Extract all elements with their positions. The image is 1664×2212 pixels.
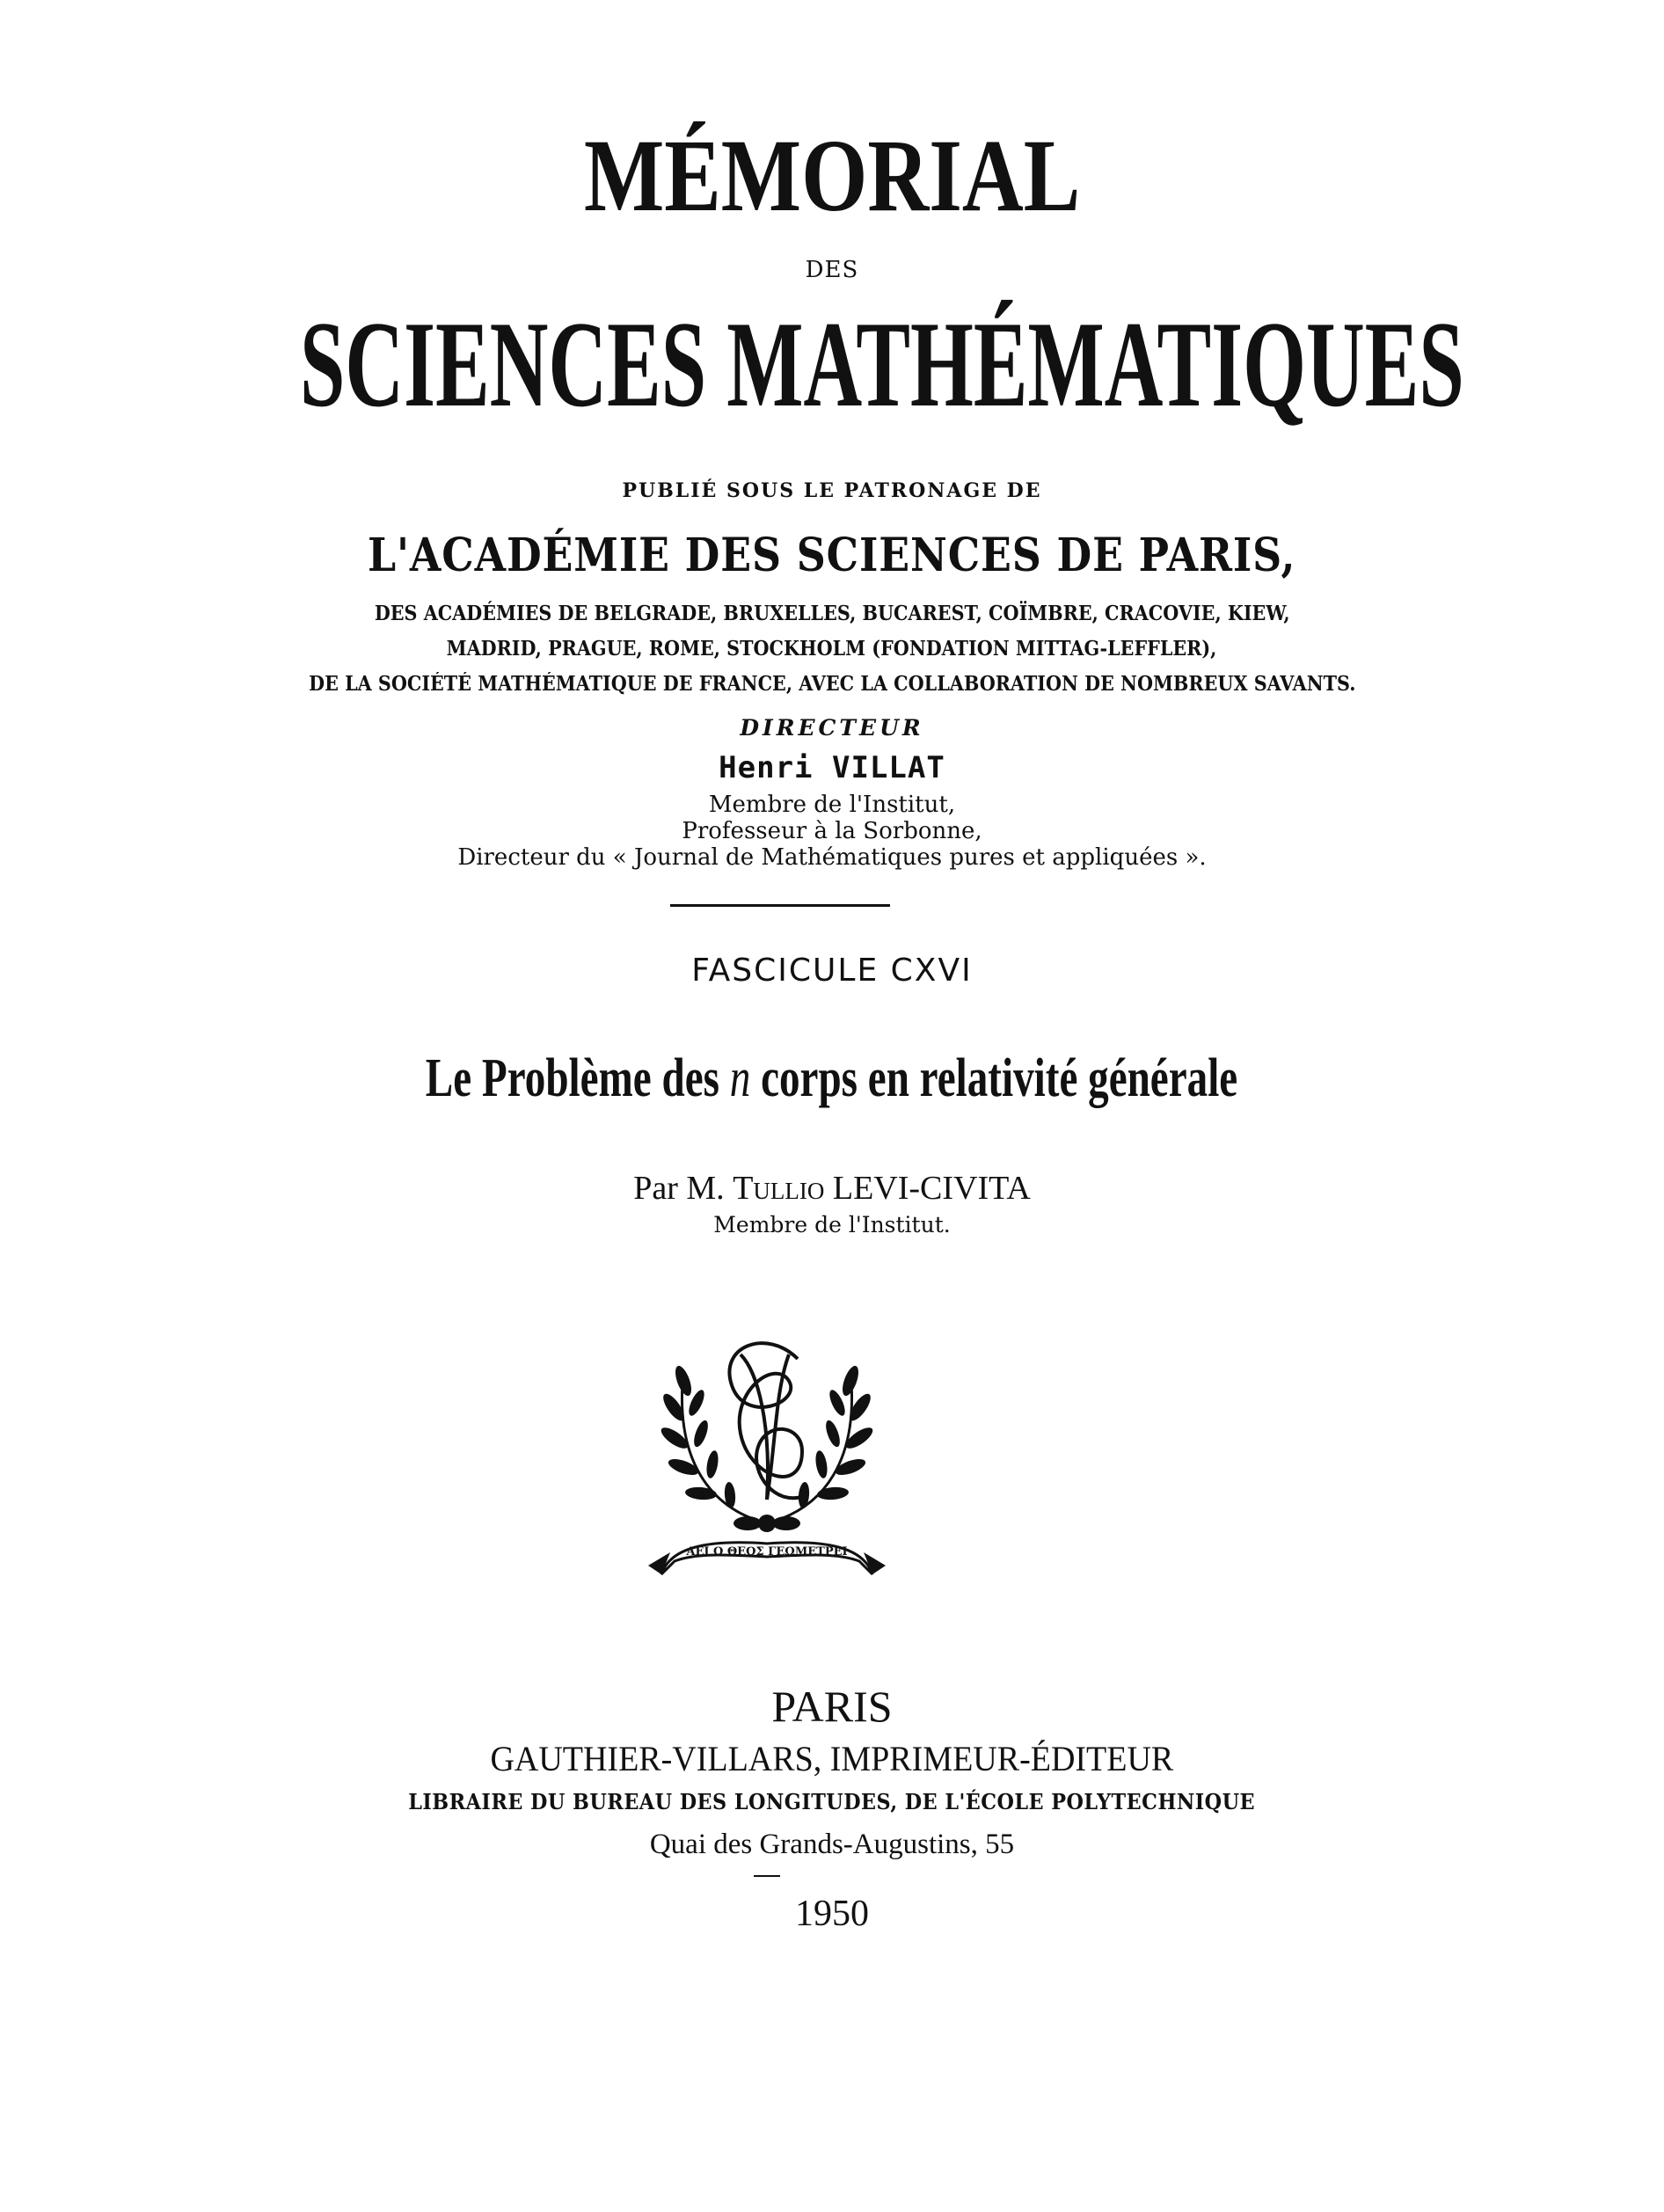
imprint-address: Quai des Grands-Augustins, 55 bbox=[649, 1829, 1015, 1860]
short-rule bbox=[754, 1875, 780, 1877]
series-title-connector: DES bbox=[805, 257, 859, 283]
series-title-memorial: MÉMORIAL bbox=[583, 118, 1081, 233]
author-line: Par M. Tullio LEVI-CIVITA bbox=[633, 1170, 1031, 1207]
main-institution: L'ACADÉMIE DES SCIENCES DE PARIS, bbox=[368, 529, 1296, 582]
work-title bbox=[0, 1045, 1664, 1112]
academies-line-3: DE LA SOCIÉTÉ MATHÉMATIQUE DE FRANCE, AVEC LA COLLABORATION DE NOMBREUX SAVANTS. bbox=[308, 672, 1356, 696]
director-name: Henri VILLAT bbox=[719, 750, 945, 785]
variable-n: n bbox=[730, 1048, 751, 1108]
patronage-intro: PUBLIÉ SOUS LE PATRONAGE DE bbox=[622, 479, 1042, 502]
academies-line-1: DES ACADÉMIES DE BELGRADE, BRUXELLES, BUCAREST, COÏMBRE, CRACOVIE, KIEW, bbox=[374, 602, 1290, 625]
fascicule-number: FASCICULE CXVI bbox=[691, 953, 973, 989]
series-title-sciences: SCIENCES MATHÉMATIQUES bbox=[299, 296, 1464, 433]
director-credit-1: Membre de l'Institut, bbox=[708, 792, 956, 818]
imprint-city: PARIS bbox=[771, 1682, 893, 1731]
imprint-publisher: GAUTHIER-VILLARS, IMPRIMEUR-ÉDITEUR bbox=[490, 1739, 1174, 1778]
director-credit-2: Professeur à la Sorbonne, bbox=[682, 818, 982, 844]
laurel-monogram-emblem-icon bbox=[635, 1319, 899, 1583]
academies-line-2: MADRID, PRAGUE, ROME, STOCKHOLM (FONDATION MITTAG-LEFFLER), bbox=[447, 637, 1217, 661]
imprint-libraire: LIBRAIRE DU BUREAU DES LONGITUDES, DE L'ÉCOLE POLYTECHNIQUE bbox=[408, 1789, 1256, 1814]
director-credit-3: Directeur du « Journal de Mathématiques pures et appliquées ». bbox=[457, 844, 1207, 871]
director-label: DIRECTEUR bbox=[740, 715, 924, 741]
work-title-text: Le Problème des n corps en relativité générale bbox=[426, 1048, 1238, 1108]
author-role: Membre de l'Institut. bbox=[713, 1212, 951, 1237]
imprint-year: 1950 bbox=[795, 1894, 869, 1934]
separator-rule bbox=[670, 904, 890, 907]
emblem-motto: ΑΕΙ Ο ΘΕΟΣ ΓΕΩΜΕΤΡΕΙ bbox=[686, 1545, 848, 1559]
